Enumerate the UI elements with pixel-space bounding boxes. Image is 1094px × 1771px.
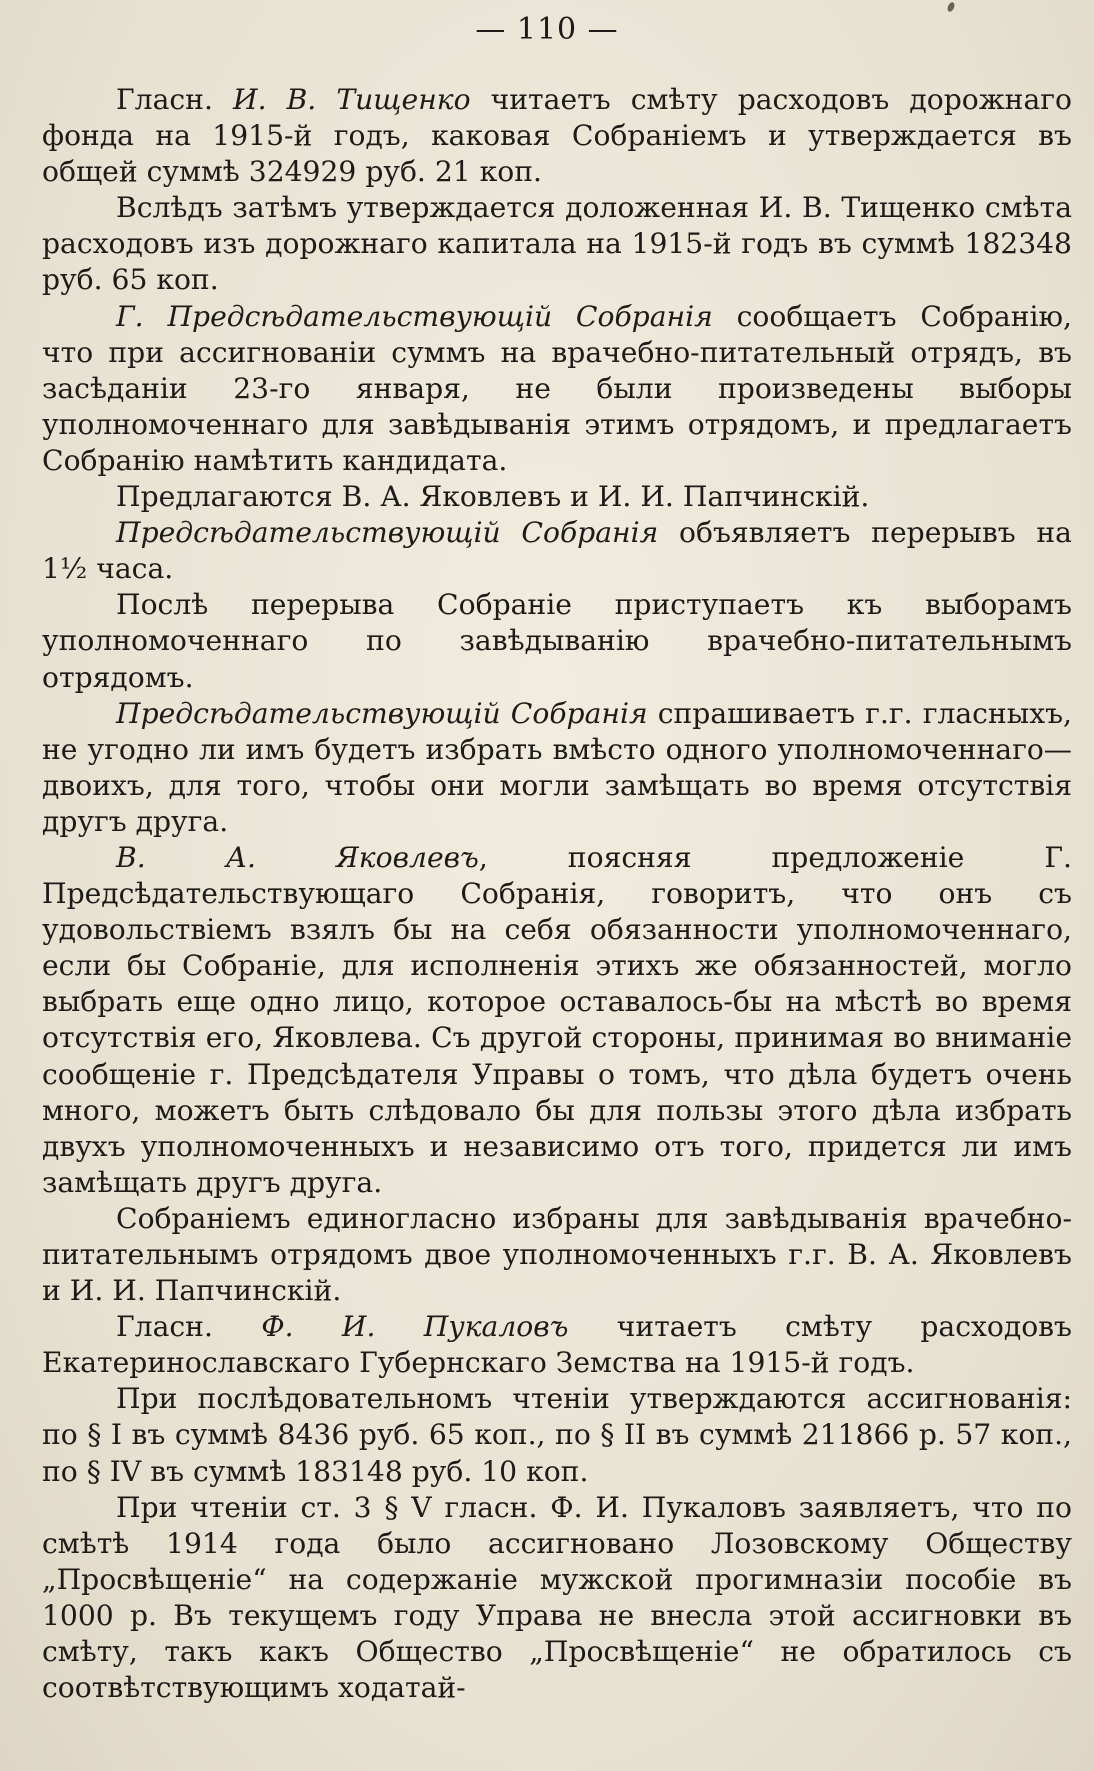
speaker-name: Г. Предсѣдательствующій Собранія	[116, 299, 713, 333]
text-run: читаетъ смѣту расходовъ дорожнаго фонда на 1915-й годъ, каковая Собраніемъ и утверждается въ общей суммѣ 324929 руб. 21 коп.	[42, 83, 1072, 189]
paragraph-10	[42, 1309, 1072, 1381]
speaker-name: И. В. Тищенко	[232, 83, 471, 116]
paragraph-3	[42, 299, 1072, 479]
text-run: Предлагаются В. А. Яковлевъ и И. И. Папчинскій.	[116, 480, 870, 514]
paragraph-4	[42, 479, 1072, 515]
text-run: Собраніемъ единогласно избраны для завѣдыванія врачебно-питательнымъ отрядомъ двое уполномоченныхъ г.г. В. А. Яковлевъ и И. И. Папчинскій.	[42, 1201, 1072, 1308]
body-text	[42, 82, 1072, 1706]
speaker-name: Предсѣдательствующій Собранія	[116, 516, 659, 550]
paragraph-2	[42, 190, 1072, 298]
speaker-name: Ф. И. Пукаловъ	[261, 1310, 569, 1344]
page-number: — 110 —	[475, 12, 619, 47]
text-run: При чтеніи ст. 3 § V гласн. Ф. И. Пукаловъ заявляетъ, что по смѣтѣ 1914 года было ассигновано Лозовскому Обществу „Просвѣщеніе“ на содержаніе мужской прогимназіи пособіе въ 1000 р. Въ текущемъ году Управа не внесла этой ассигновки въ смѣту, такъ какъ Общество „Просвѣщеніе“ не обратилось съ соотвѣтствующимъ ходатай-	[42, 1490, 1072, 1705]
speaker-name: В. А. Яковлевъ	[116, 840, 479, 874]
paragraph-8	[42, 840, 1072, 1201]
text-run: спрашиваетъ г.г. гласныхъ, не угодно ли имъ будетъ избрать вмѣсто одного уполномоченнаго—двоихъ, для того, чтобы они могли замѣщать во время отсутствія другъ друга.	[42, 696, 1072, 838]
text-run: читаетъ смѣту расходовъ Екатеринославскаго Губернскаго Земства на 1915-й годъ.	[42, 1310, 1072, 1380]
paragraph-7	[42, 696, 1072, 840]
text-run: , поясняя предложеніе Г. Предсѣдательствующаго Собранія, говоритъ, что онъ съ удовольствіемъ взялъ бы на себя обязанности уполномоченнаго, если бы Собраніе, для исполненія этихъ же обязанностей, могло выбрать еще одно лицо, которое оставалось-бы на мѣстѣ во время отсутствія его, Яковлева. Съ другой стороны, принимая во вниманіе сообщеніе г. Предсѣдателя Управы о томъ, что дѣла будетъ очень много, можетъ быть слѣдовало бы для пользы этого дѣла избрать двухъ уполномоченныхъ и независимо отъ того, придется ли имъ замѣщать другъ друга.	[42, 840, 1072, 1199]
paragraph-9	[42, 1201, 1072, 1309]
paragraph-5	[42, 515, 1072, 587]
paragraph-11	[42, 1381, 1072, 1489]
paragraph-1	[42, 82, 1072, 190]
paragraph-6	[42, 587, 1072, 695]
paragraph-12	[42, 1490, 1072, 1707]
text-run: Послѣ перерыва Собраніе приступаетъ къ выборамъ уполномоченнаго по завѣдыванію врачебно-питательнымъ отрядомъ.	[42, 588, 1072, 694]
text-run: объявляетъ перерывъ на 1½ часа.	[42, 516, 1072, 586]
text-run: сообщаетъ Собранію, что при ассигнованіи суммъ на врачебно-питательный отрядъ, въ засѣданіи 23-го января, не были произведены выборы уполномоченнаго для завѣдыванія этимъ отрядомъ, и предлагаетъ Собранію намѣтить кандидата.	[42, 299, 1072, 477]
text-run: Вслѣдъ затѣмъ утверждается доложенная И. В. Тищенко смѣта расходовъ изъ дорожнаго капитала на 1915-й годъ въ суммѣ 182348 руб. 65 коп.	[42, 191, 1072, 297]
text-run: Гласн.	[116, 83, 233, 116]
text-run: При послѣдовательномъ чтеніи утверждаются ассигнованія: по § I въ суммѣ 8436 руб. 65 коп., по § II въ суммѣ 211866 р. 57 коп., по § IV въ суммѣ 183148 руб. 10 коп.	[42, 1382, 1072, 1488]
speaker-name: Предсѣдательствующій Собранія	[116, 696, 648, 730]
text-run: Гласн.	[116, 1310, 262, 1344]
